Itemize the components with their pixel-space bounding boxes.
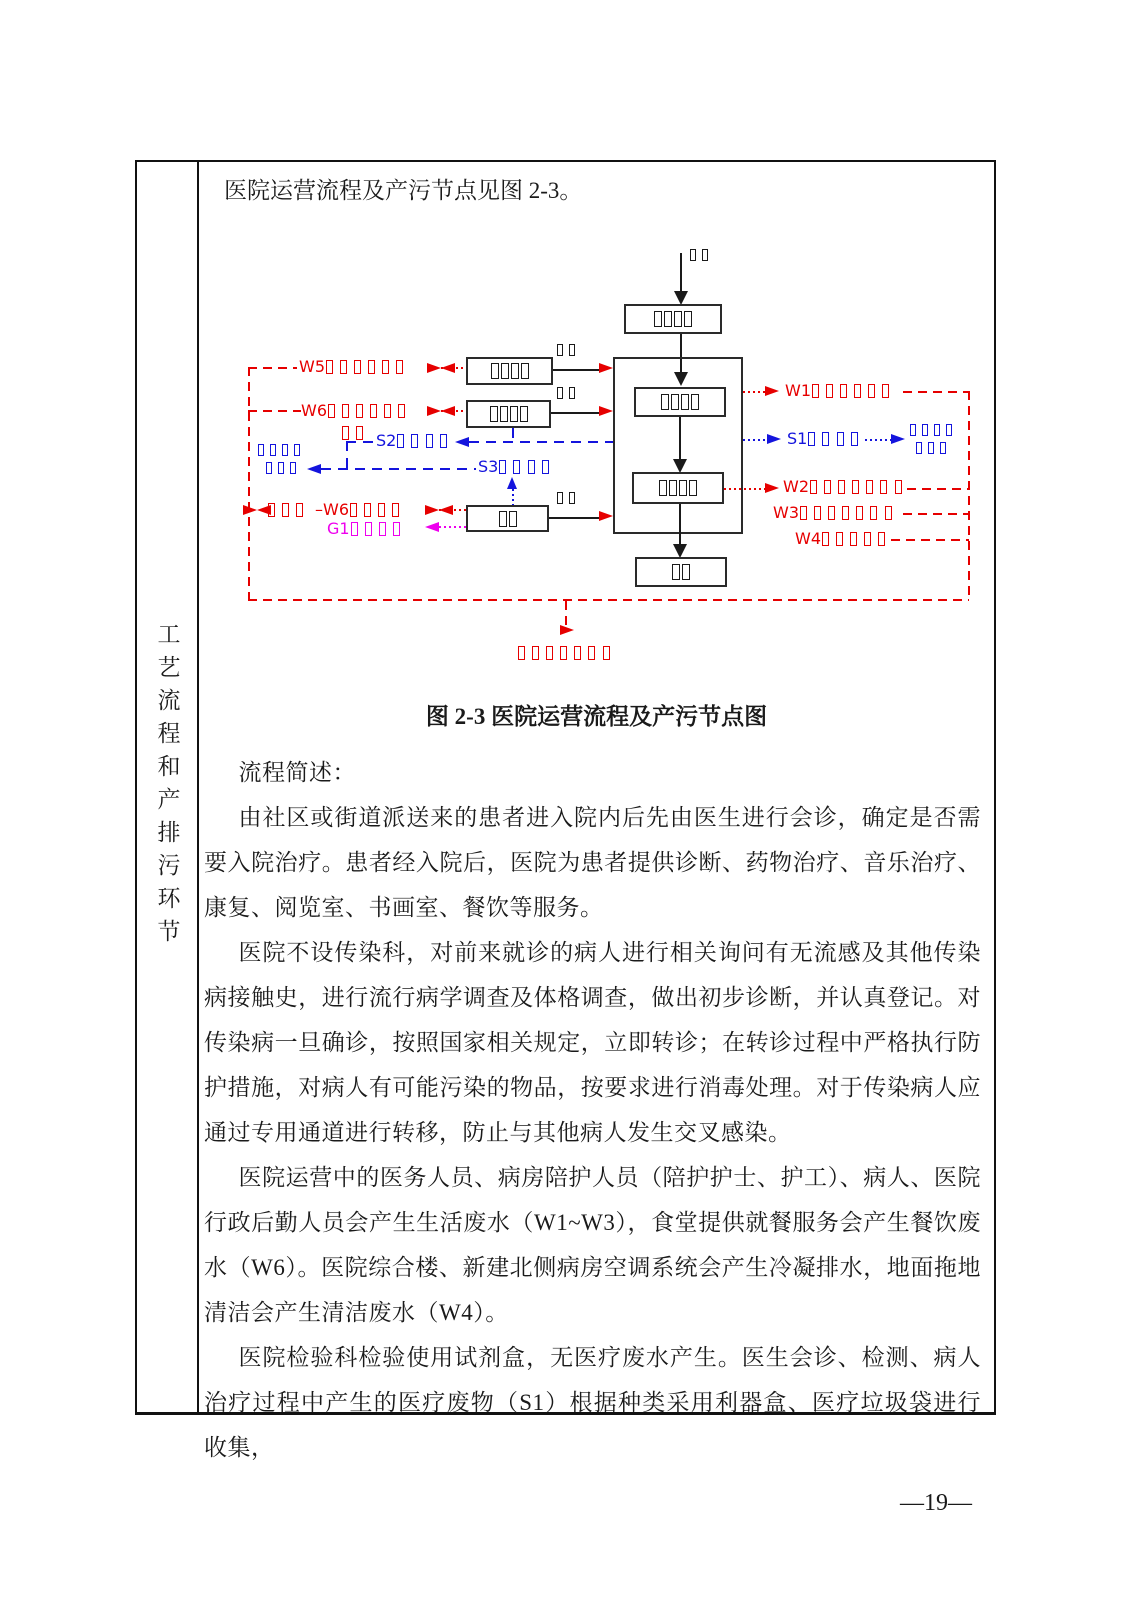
w4-dash-line [891, 539, 969, 541]
paragraph: 由社区或街道派送来的患者进入院内后先由医生进行会诊，确定是否需要入院治疗。患者经入院后，医院为患者提供诊断、药物治疗、音乐治疗、康复、阅览室、书画室、餐饮等服务。 [204, 805, 981, 920]
node-canteen [466, 505, 549, 532]
label-right-store-line1 [909, 424, 953, 437]
node-discharge [635, 557, 727, 587]
label-s2-solid-waste: S2 [376, 433, 448, 449]
edge-label-supply-mid [556, 387, 576, 400]
paragraph: 医院不设传染科，对前来就诊的病人进行相关询问有无流感及其他传染病接触史，进行流行病学调查及体格调查，做出初步诊断，并认真登记。对传染病一旦确诊，按照国家相关规定，立即转诊；在转诊过程中严格执行防护措施，对病人有可能污染的物品，按要求进行消毒处理。对于传染病人应通过专用通道进行转移，防止与其他病人发生交叉感染。 [204, 940, 981, 1145]
edge-to-discharge [679, 504, 681, 544]
arrowhead-right-icon [599, 363, 613, 373]
edge-supply-top-to-main [553, 369, 601, 371]
arrowhead-left-icon [455, 437, 469, 447]
label-w3-wastewater: W3 [773, 505, 893, 521]
s1-dotted-line2 [865, 439, 893, 441]
row-header-vertical-text: 工艺流程和产排污环节 [154, 622, 180, 952]
edge-canteen-to-main [549, 517, 601, 519]
w6b-dotted-line [439, 509, 466, 511]
figure-caption: 图 2-3 医院运营流程及产污节点图 [425, 704, 768, 729]
s3-dash-line [321, 468, 476, 470]
label-left-store-line1 [257, 444, 301, 457]
w6-dotted-line [441, 410, 466, 412]
label-left-store-line2 [265, 462, 297, 475]
arrowhead-down-icon [674, 291, 688, 305]
table-content-cell [199, 162, 994, 1460]
label-s1-medical-waste: S1 [787, 431, 859, 447]
s3-dotted-branch [512, 489, 514, 505]
arrowhead-down-icon [560, 625, 580, 635]
w5-dash-line [248, 367, 297, 369]
edge-patient-to-consult [680, 253, 682, 291]
figure-2-3-flow-diagram [199, 247, 997, 672]
node-supply-top [466, 357, 553, 385]
label-w4-wastewater: W4 [795, 531, 886, 547]
node-consultation [624, 304, 722, 334]
label-s3-solid-waste: S3 [478, 459, 550, 475]
w5-dotted-line [441, 367, 466, 369]
bottom-drop-line [565, 601, 567, 625]
s2-branch-line [512, 428, 514, 442]
label-w6b-prefix: – [259, 502, 304, 518]
left-collector-dash-line [248, 367, 250, 600]
arrowhead-down-icon [673, 459, 687, 473]
edge-treat-upper-to-lower [679, 417, 681, 459]
page-number: —19— [900, 1490, 972, 1516]
w1-dash-line [903, 391, 969, 393]
label-wastewater-treatment-sink [517, 645, 611, 661]
edge-label-supply-top [556, 344, 576, 357]
arrowhead-up-icon [507, 477, 517, 489]
w2-dotted-line [724, 488, 767, 490]
process-description [204, 750, 981, 1470]
label-w5-wastewater: W5 [299, 359, 404, 375]
patient-input-label [689, 249, 709, 262]
solid-waste-elbow-line [346, 441, 348, 469]
paragraph: 医院检验科检验使用试剂盒，无医疗废水产生。医生会诊、检测、病人治疗过程中产生的医疗废物（S1）根据种类采用利器盒、医疗垃圾袋进行收集， [204, 1345, 981, 1460]
flow-summary-heading: 流程简述： [238, 760, 356, 785]
arrowhead-left-icon [307, 464, 321, 474]
intro-sentence: 医院运营流程及产污节点见图 2-3。 [224, 178, 583, 203]
arrowhead-right-icon [767, 434, 781, 444]
label-w1-wastewater: W1 [785, 383, 890, 399]
arrowhead-right-icon [599, 406, 613, 416]
arrowhead-right-icon [765, 386, 779, 396]
s1-dotted-line [743, 439, 769, 441]
label-g1-waste-gas: G1 [327, 521, 401, 537]
label-w2-wastewater: W2 [783, 479, 903, 495]
edge-label-canteen [556, 492, 576, 505]
arrowhead-right-icon [599, 511, 613, 521]
right-collector-dash-line [968, 391, 970, 600]
arrowhead-left-icon [425, 522, 439, 532]
report-table-section [135, 160, 996, 1460]
bottom-collector-dash-line [248, 599, 969, 601]
s2-dash-line-left [346, 441, 374, 443]
table-row-header-cell [137, 162, 199, 1412]
node-treatment-lower [632, 472, 724, 504]
arrowhead-down-icon [673, 544, 687, 558]
s2-dash-line [469, 441, 613, 443]
label-w6-wastewater: W6 [301, 403, 406, 419]
w2-dash-line [907, 488, 969, 490]
arrowhead-right-icon [891, 434, 905, 444]
node-hospital-main-block [613, 357, 743, 534]
w1-dotted-line [743, 391, 767, 393]
label-w6-wastewater-line2 [341, 425, 364, 441]
arrowhead-right-icon [765, 483, 779, 493]
w3-dash-line [903, 513, 969, 515]
w6-dash-line [248, 410, 301, 412]
edge-supply-mid-to-main [551, 412, 601, 414]
node-treatment-upper [634, 387, 726, 417]
paragraph: 医院运营中的医务人员、病房陪护人员（陪护护士、护工）、病人、医院行政后勤人员会产生生活废水（W1~W3），食堂提供就餐服务会产生餐饮废水（W6）。医院综合楼、新建北侧病房空调系统会产生冷凝排水，地面拖地清洁会产生清洁废水（W4）。 [204, 1165, 981, 1325]
label-w6b-wastewater: –W6 [315, 502, 400, 518]
node-supply-mid [466, 400, 551, 428]
label-right-store-line2 [915, 442, 947, 455]
g1-dotted-line [439, 526, 466, 528]
